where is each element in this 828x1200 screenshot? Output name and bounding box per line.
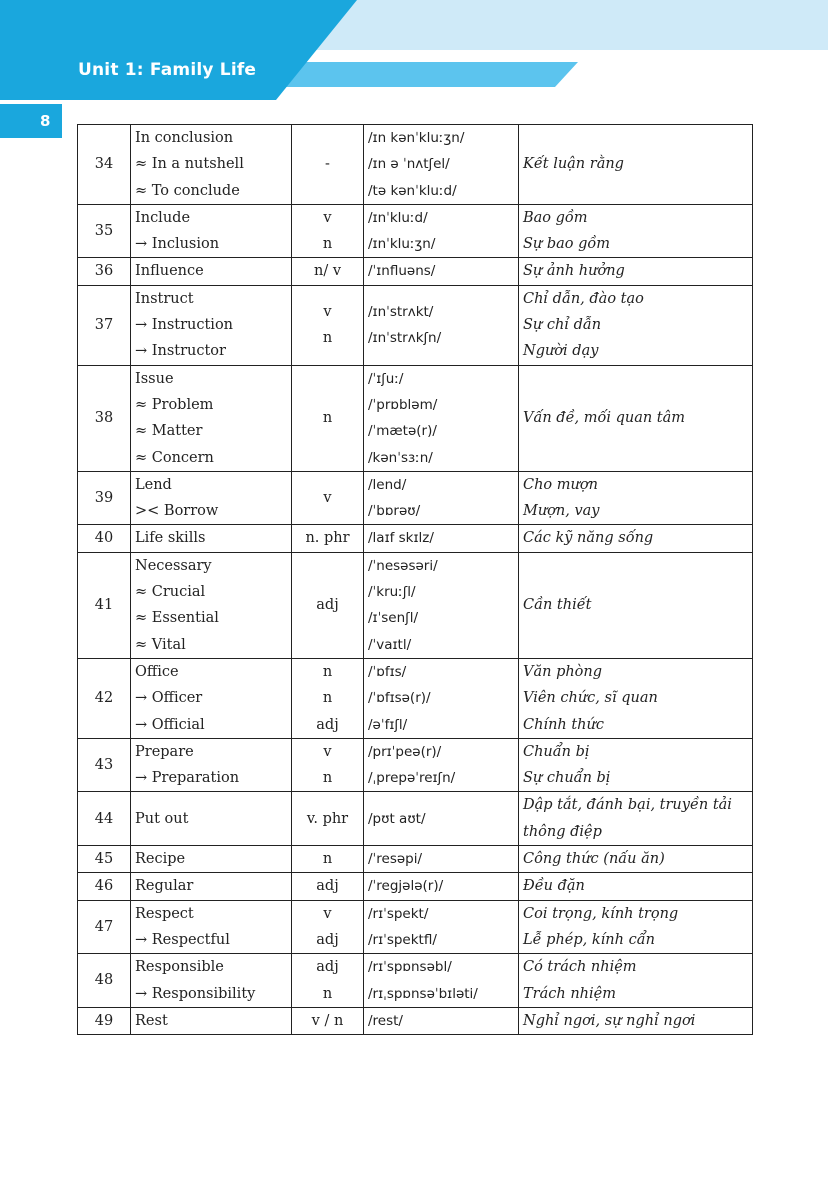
table-row xyxy=(78,471,753,525)
word-line: → Official xyxy=(135,716,205,733)
word-line: ≈ In a nutshell xyxy=(135,156,244,173)
word-cell xyxy=(131,285,292,365)
header-banner xyxy=(0,0,828,100)
pronunciation-line: /ˌprepəˈreɪʃn/ xyxy=(368,770,456,787)
row-number: 48 xyxy=(78,954,131,1008)
word-line: Life skills xyxy=(135,530,206,547)
meaning-cell xyxy=(519,954,753,1008)
pronunciation-line: /ˈnesəsəri/ xyxy=(368,557,438,574)
pronunciation-cell xyxy=(364,471,519,525)
part-of-speech-line: n xyxy=(322,663,333,680)
word-line: Recipe xyxy=(135,851,186,868)
pronunciation-line: /əˈfɪʃl/ xyxy=(368,716,408,733)
word-cell xyxy=(131,125,292,205)
pronunciation-line: /ˈregjələ(r)/ xyxy=(368,878,444,895)
table-row xyxy=(78,900,753,954)
row-number: 49 xyxy=(78,1007,131,1034)
header-mid-stripe xyxy=(280,62,578,87)
pronunciation-line: /ɪnˈstrʌkt/ xyxy=(368,303,434,320)
pronunciation-cell xyxy=(364,204,519,258)
meaning-line: Nghỉ ngơi, sự nghỉ ngơi xyxy=(523,1012,696,1029)
pronunciation-line: /rɪˈspekt/ xyxy=(368,905,429,922)
word-line: Regular xyxy=(135,878,194,895)
meaning-line: Cần thiết xyxy=(523,597,592,614)
word-line: → Preparation xyxy=(135,770,240,787)
pronunciation-line: /rɪˌspɒnsəˈbɪləti/ xyxy=(368,985,478,1002)
part-of-speech-line: n xyxy=(322,985,333,1002)
part-of-speech-cell xyxy=(292,846,364,873)
part-of-speech-cell xyxy=(292,1007,364,1034)
meaning-cell xyxy=(519,365,753,471)
pronunciation-line: /ˈresəpi/ xyxy=(368,851,423,868)
meaning-cell xyxy=(519,471,753,525)
meaning-line: Mượn, vay xyxy=(523,503,600,520)
pronunciation-line: /ˈkruːʃl/ xyxy=(368,584,416,601)
table-row xyxy=(78,846,753,873)
word-cell xyxy=(131,552,292,658)
word-line: Office xyxy=(135,663,179,680)
part-of-speech-cell xyxy=(292,552,364,658)
pronunciation-line: /ɪnˈkluːd/ xyxy=(368,209,428,226)
word-line: Necessary xyxy=(135,557,212,574)
pronunciation-line: /ɪn ə ˈnʌtʃel/ xyxy=(368,156,450,173)
pronunciation-cell xyxy=(364,738,519,792)
meaning-line: Vấn đề, mối quan tâm xyxy=(523,410,686,427)
part-of-speech-cell xyxy=(292,954,364,1008)
vocabulary-table-body xyxy=(78,125,753,1035)
part-of-speech-line: n. phr xyxy=(305,530,350,547)
word-line: → Instructor xyxy=(135,343,226,360)
table-row xyxy=(78,1007,753,1034)
pronunciation-line: /ˈmætə(r)/ xyxy=(368,423,437,440)
meaning-line: Chính thức xyxy=(523,716,604,733)
table-row xyxy=(78,658,753,738)
row-number: 43 xyxy=(78,738,131,792)
table-row xyxy=(78,365,753,471)
pronunciation-line: /kənˈsɜːn/ xyxy=(368,449,433,466)
pronunciation-line: /ɪnˈstrʌkʃn/ xyxy=(368,330,442,347)
row-number: 45 xyxy=(78,846,131,873)
word-line: Rest xyxy=(135,1012,168,1029)
table-row xyxy=(78,525,753,552)
word-line: → Officer xyxy=(135,690,203,707)
part-of-speech-line: - xyxy=(325,156,330,173)
meaning-line: Trách nhiệm xyxy=(523,985,616,1002)
word-line: → Respectful xyxy=(135,931,230,948)
part-of-speech-cell xyxy=(292,471,364,525)
meaning-cell xyxy=(519,846,753,873)
meaning-line: Công thức (nấu ăn) xyxy=(523,851,665,868)
pronunciation-line: /ˈɪʃuː/ xyxy=(368,370,404,387)
page-number-tab xyxy=(0,104,62,138)
word-line: → Inclusion xyxy=(135,236,220,253)
meaning-cell xyxy=(519,125,753,205)
meaning-line: Người dạy xyxy=(523,343,599,360)
row-number: 47 xyxy=(78,900,131,954)
table-row xyxy=(78,285,753,365)
pronunciation-cell xyxy=(364,846,519,873)
row-number: 34 xyxy=(78,125,131,205)
pronunciation-line: /rɪˈspɒnsəbl/ xyxy=(368,959,452,976)
meaning-cell xyxy=(519,658,753,738)
pronunciation-cell xyxy=(364,125,519,205)
word-line: ≈ Vital xyxy=(135,636,186,653)
word-cell xyxy=(131,873,292,900)
unit-title: Unit 1: Family Life xyxy=(78,60,257,80)
pronunciation-line: /ɪnˈkluːʒn/ xyxy=(368,236,436,253)
part-of-speech-line: n xyxy=(322,330,333,347)
part-of-speech-line: adj xyxy=(316,716,339,733)
word-line: ≈ Crucial xyxy=(135,584,206,601)
row-number: 38 xyxy=(78,365,131,471)
part-of-speech-line: v xyxy=(323,905,332,922)
row-number: 41 xyxy=(78,552,131,658)
vocabulary-table xyxy=(77,124,753,1035)
word-cell xyxy=(131,365,292,471)
part-of-speech-cell xyxy=(292,658,364,738)
table-row xyxy=(78,125,753,205)
word-cell xyxy=(131,471,292,525)
row-number: 37 xyxy=(78,285,131,365)
part-of-speech-cell xyxy=(292,258,364,285)
pronunciation-cell xyxy=(364,954,519,1008)
word-cell xyxy=(131,258,292,285)
part-of-speech-cell xyxy=(292,204,364,258)
pronunciation-line: /ɪn kənˈkluːʒn/ xyxy=(368,130,465,146)
meaning-line: Đều đặn xyxy=(523,878,585,895)
part-of-speech-line: adj xyxy=(316,878,339,895)
meaning-line: Chuẩn bị xyxy=(523,743,590,760)
word-cell xyxy=(131,738,292,792)
part-of-speech-cell xyxy=(292,792,364,846)
word-cell xyxy=(131,1007,292,1034)
word-line: → Responsibility xyxy=(135,985,256,1002)
meaning-cell xyxy=(519,738,753,792)
meaning-line: Sự bao gồm xyxy=(523,236,611,253)
meaning-line: Văn phòng xyxy=(523,663,603,680)
word-cell xyxy=(131,900,292,954)
word-line: Put out xyxy=(135,810,189,827)
word-line: → Instruction xyxy=(135,317,234,334)
meaning-line: Kết luận rằng xyxy=(523,156,624,173)
pronunciation-cell xyxy=(364,258,519,285)
pronunciation-line: /ˈbɒrəʊ/ xyxy=(368,503,421,520)
part-of-speech-line: v / n xyxy=(311,1012,344,1029)
meaning-line: Sự ảnh hưởng xyxy=(523,263,625,280)
meaning-line: Chỉ dẫn, đào tạo xyxy=(523,290,644,307)
pronunciation-line: /rɪˈspektfl/ xyxy=(368,931,437,948)
meaning-cell xyxy=(519,204,753,258)
pronunciation-cell xyxy=(364,285,519,365)
part-of-speech-cell xyxy=(292,285,364,365)
word-line: ≈ Problem xyxy=(135,396,214,413)
pronunciation-line: /rest/ xyxy=(368,1012,403,1029)
pronunciation-line: /prɪˈpeə(r)/ xyxy=(368,743,442,760)
part-of-speech-line: n/ v xyxy=(313,263,342,280)
part-of-speech-line: n xyxy=(322,770,333,787)
meaning-line: Coi trọng, kính trọng xyxy=(523,905,679,922)
word-line: Prepare xyxy=(135,743,194,760)
meaning-line: Viên chức, sĩ quan xyxy=(523,690,658,707)
meaning-line: Cho mượn xyxy=(523,476,598,493)
table-row xyxy=(78,873,753,900)
word-cell xyxy=(131,658,292,738)
part-of-speech-cell xyxy=(292,900,364,954)
meaning-line: Bao gồm xyxy=(523,209,588,226)
meaning-cell xyxy=(519,873,753,900)
pronunciation-cell xyxy=(364,900,519,954)
word-line: Lend xyxy=(135,476,172,493)
row-number: 35 xyxy=(78,204,131,258)
meaning-line: Lễ phép, kính cẩn xyxy=(523,931,655,948)
word-line: ≈ Concern xyxy=(135,449,214,466)
pronunciation-line: /ɪˈsenʃl/ xyxy=(368,610,419,627)
meaning-line: Các kỹ năng sống xyxy=(523,530,654,547)
part-of-speech-line: n xyxy=(322,410,333,427)
pronunciation-line: /ˈvaɪtl/ xyxy=(368,636,412,653)
meaning-cell xyxy=(519,285,753,365)
word-line: Instruct xyxy=(135,290,194,307)
meaning-cell xyxy=(519,1007,753,1034)
word-line: Respect xyxy=(135,905,194,922)
table-row xyxy=(78,552,753,658)
word-line: Include xyxy=(135,209,191,226)
pronunciation-cell xyxy=(364,552,519,658)
meaning-cell xyxy=(519,900,753,954)
word-line: ≈ To conclude xyxy=(135,182,240,199)
meaning-cell xyxy=(519,792,753,846)
pronunciation-line: /ˈɪnfluəns/ xyxy=(368,263,436,280)
row-number: 42 xyxy=(78,658,131,738)
part-of-speech-cell xyxy=(292,738,364,792)
word-line: Influence xyxy=(135,263,204,280)
pronunciation-line: /pʊt aʊt/ xyxy=(368,810,426,827)
part-of-speech-cell xyxy=(292,525,364,552)
word-line: Responsible xyxy=(135,959,224,976)
part-of-speech-line: adj xyxy=(316,959,339,976)
pronunciation-cell xyxy=(364,1007,519,1034)
part-of-speech-line: adj xyxy=(316,597,339,614)
part-of-speech-line: v. phr xyxy=(306,810,349,827)
table-row xyxy=(78,954,753,1008)
part-of-speech-cell xyxy=(292,125,364,205)
pronunciation-cell xyxy=(364,873,519,900)
meaning-cell xyxy=(519,552,753,658)
meaning-line: Dập tắt, đánh bại, truyền tải thông điệp xyxy=(523,797,732,840)
part-of-speech-line: v xyxy=(323,209,332,226)
pronunciation-line: /laɪf skɪlz/ xyxy=(368,530,434,547)
pronunciation-line: /ˈɒfɪsə(r)/ xyxy=(368,690,431,707)
pronunciation-cell xyxy=(364,365,519,471)
part-of-speech-cell xyxy=(292,873,364,900)
pronunciation-cell xyxy=(364,792,519,846)
meaning-line: Sự chuẩn bị xyxy=(523,770,611,787)
row-number: 39 xyxy=(78,471,131,525)
word-cell xyxy=(131,954,292,1008)
word-line: In conclusion xyxy=(135,130,234,146)
table-row xyxy=(78,258,753,285)
row-number: 44 xyxy=(78,792,131,846)
meaning-cell xyxy=(519,525,753,552)
part-of-speech-line: adj xyxy=(316,931,339,948)
row-number: 46 xyxy=(78,873,131,900)
pronunciation-cell xyxy=(364,658,519,738)
part-of-speech-line: v xyxy=(323,743,332,760)
table-row xyxy=(78,792,753,846)
part-of-speech-line: v xyxy=(323,490,332,506)
table-row xyxy=(78,738,753,792)
word-line: Issue xyxy=(135,370,174,387)
part-of-speech-cell xyxy=(292,365,364,471)
word-cell xyxy=(131,846,292,873)
part-of-speech-line: n xyxy=(322,690,333,707)
row-number: 40 xyxy=(78,525,131,552)
meaning-line: Có trách nhiệm xyxy=(523,959,637,976)
pronunciation-line: /lend/ xyxy=(368,476,407,493)
pronunciation-line: /ˈɒfɪs/ xyxy=(368,663,407,680)
part-of-speech-line: n xyxy=(322,236,333,253)
word-line: >< Borrow xyxy=(135,503,219,520)
part-of-speech-line: v xyxy=(323,303,332,320)
word-line: ≈ Matter xyxy=(135,423,203,440)
header-light-band xyxy=(310,0,828,50)
pronunciation-cell xyxy=(364,525,519,552)
word-cell xyxy=(131,525,292,552)
pronunciation-line: /ˈprɒbləm/ xyxy=(368,396,438,413)
word-line: ≈ Essential xyxy=(135,610,219,627)
pronunciation-line: /tə kənˈkluːd/ xyxy=(368,182,457,199)
table-row xyxy=(78,204,753,258)
meaning-line: Sự chỉ dẫn xyxy=(523,317,602,334)
page-number: 8 xyxy=(40,112,51,130)
word-cell xyxy=(131,792,292,846)
part-of-speech-line: n xyxy=(322,851,333,868)
meaning-cell xyxy=(519,258,753,285)
row-number: 36 xyxy=(78,258,131,285)
word-cell xyxy=(131,204,292,258)
